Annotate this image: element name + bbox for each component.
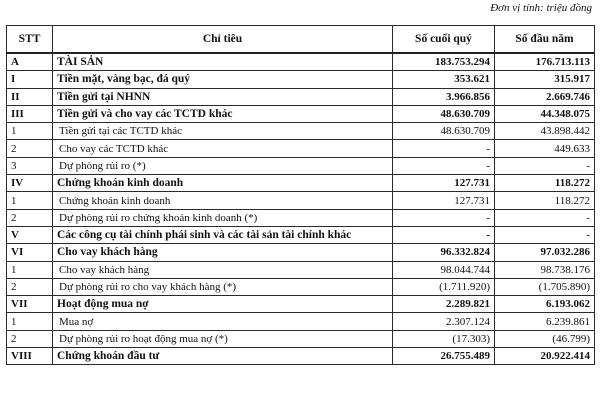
row-start-year-value: 20.922.414 bbox=[495, 348, 595, 365]
row-start-year-value: 118.272 bbox=[495, 192, 595, 209]
row-label: Chứng khoán kinh doanh bbox=[53, 175, 393, 192]
row-end-quarter-value: - bbox=[393, 209, 495, 226]
table-row bbox=[7, 123, 595, 140]
row-stt: VII bbox=[7, 296, 53, 313]
row-start-year-value: 118.272 bbox=[495, 175, 595, 192]
table-row bbox=[7, 348, 595, 365]
row-label: Tiền gửi và cho vay các TCTD khác bbox=[53, 105, 393, 122]
unit-note: Đơn vị tính: triệu đồng bbox=[490, 2, 592, 14]
row-label: Dự phòng rủi ro (*) bbox=[53, 157, 393, 174]
row-end-quarter-value: 48.630.709 bbox=[393, 123, 495, 140]
row-label: Tiền mặt, vàng bạc, đá quý bbox=[53, 71, 393, 88]
table-row bbox=[7, 313, 595, 330]
row-end-quarter-value: (17.303) bbox=[393, 330, 495, 347]
row-stt: VI bbox=[7, 244, 53, 261]
row-end-quarter-value: 353.621 bbox=[393, 71, 495, 88]
table-row bbox=[7, 261, 595, 278]
row-end-quarter-value: (1.711.920) bbox=[393, 278, 495, 295]
row-stt: 1 bbox=[7, 261, 53, 278]
row-end-quarter-value: 98.044.744 bbox=[393, 261, 495, 278]
row-label: Tiền gửi tại NHNN bbox=[53, 88, 393, 105]
row-end-quarter-value: 26.755.489 bbox=[393, 348, 495, 365]
row-end-quarter-value: - bbox=[393, 226, 495, 243]
table-row bbox=[7, 209, 595, 226]
row-stt: 2 bbox=[7, 140, 53, 157]
row-start-year-value: - bbox=[495, 157, 595, 174]
row-label: Cho vay khách hàng bbox=[53, 244, 393, 261]
row-stt: III bbox=[7, 105, 53, 122]
row-end-quarter-value: 96.332.824 bbox=[393, 244, 495, 261]
row-stt: VIII bbox=[7, 348, 53, 365]
table-row bbox=[7, 53, 595, 71]
table-row bbox=[7, 296, 595, 313]
row-end-quarter-value: - bbox=[393, 140, 495, 157]
row-label: Dự phòng rủi ro cho vay khách hàng (*) bbox=[53, 278, 393, 295]
row-start-year-value: - bbox=[495, 226, 595, 243]
row-start-year-value: 98.738.176 bbox=[495, 261, 595, 278]
row-start-year-value: 449.633 bbox=[495, 140, 595, 157]
row-label: Hoạt động mua nợ bbox=[53, 296, 393, 313]
row-end-quarter-value: 3.966.856 bbox=[393, 88, 495, 105]
row-label: Chứng khoán đầu tư bbox=[53, 348, 393, 365]
table-body bbox=[7, 53, 595, 365]
table-row bbox=[7, 226, 595, 243]
row-stt: 1 bbox=[7, 192, 53, 209]
row-start-year-value: 2.669.746 bbox=[495, 88, 595, 105]
header-name: Chỉ tiêu bbox=[53, 26, 393, 54]
row-label: Cho vay khách hàng bbox=[53, 261, 393, 278]
table-row bbox=[7, 330, 595, 347]
row-end-quarter-value: 2.307.124 bbox=[393, 313, 495, 330]
table-row bbox=[7, 140, 595, 157]
balance-sheet-table bbox=[6, 25, 595, 365]
row-start-year-value: 6.193.062 bbox=[495, 296, 595, 313]
row-stt: IV bbox=[7, 175, 53, 192]
table-row bbox=[7, 192, 595, 209]
table-row bbox=[7, 157, 595, 174]
row-stt: 1 bbox=[7, 313, 53, 330]
row-start-year-value: (1.705.890) bbox=[495, 278, 595, 295]
row-stt: 3 bbox=[7, 157, 53, 174]
row-start-year-value: 315.917 bbox=[495, 71, 595, 88]
row-start-year-value: 176.713.113 bbox=[495, 53, 595, 71]
row-stt: V bbox=[7, 226, 53, 243]
row-label: Chứng khoán kinh doanh bbox=[53, 192, 393, 209]
row-start-year-value: 44.348.075 bbox=[495, 105, 595, 122]
row-end-quarter-value: 2.289.821 bbox=[393, 296, 495, 313]
table-row bbox=[7, 175, 595, 192]
table-row bbox=[7, 105, 595, 122]
row-start-year-value: 6.239.861 bbox=[495, 313, 595, 330]
row-label: Tiền gửi tại các TCTD khác bbox=[53, 123, 393, 140]
row-stt: 2 bbox=[7, 278, 53, 295]
row-start-year-value: - bbox=[495, 209, 595, 226]
row-label: Các công cụ tài chính phái sinh và các tài sản tài chính khác bbox=[53, 226, 393, 243]
row-label: TÀI SẢN bbox=[53, 53, 393, 71]
row-label: Dự phòng rủi ro chứng khoán kinh doanh (*) bbox=[53, 209, 393, 226]
table-row bbox=[7, 278, 595, 295]
row-stt: A bbox=[7, 53, 53, 71]
row-stt: 2 bbox=[7, 330, 53, 347]
row-label: Dự phòng rủi ro hoạt động mua nợ (*) bbox=[53, 330, 393, 347]
row-end-quarter-value: 48.630.709 bbox=[393, 105, 495, 122]
table-row bbox=[7, 244, 595, 261]
row-end-quarter-value: - bbox=[393, 157, 495, 174]
row-start-year-value: (46.799) bbox=[495, 330, 595, 347]
row-stt: 1 bbox=[7, 123, 53, 140]
row-label: Cho vay các TCTD khác bbox=[53, 140, 393, 157]
row-stt: 2 bbox=[7, 209, 53, 226]
row-start-year-value: 97.032.286 bbox=[495, 244, 595, 261]
row-end-quarter-value: 183.753.294 bbox=[393, 53, 495, 71]
row-end-quarter-value: 127.731 bbox=[393, 192, 495, 209]
header-end-quarter: Số cuối quý bbox=[393, 26, 495, 54]
row-end-quarter-value: 127.731 bbox=[393, 175, 495, 192]
table-row bbox=[7, 71, 595, 88]
header-stt: STT bbox=[7, 26, 53, 54]
row-stt: I bbox=[7, 71, 53, 88]
row-start-year-value: 43.898.442 bbox=[495, 123, 595, 140]
row-label: Mua nợ bbox=[53, 313, 393, 330]
header-start-year: Số đầu năm bbox=[495, 26, 595, 54]
header-row bbox=[7, 26, 595, 54]
table-row bbox=[7, 88, 595, 105]
row-stt: II bbox=[7, 88, 53, 105]
